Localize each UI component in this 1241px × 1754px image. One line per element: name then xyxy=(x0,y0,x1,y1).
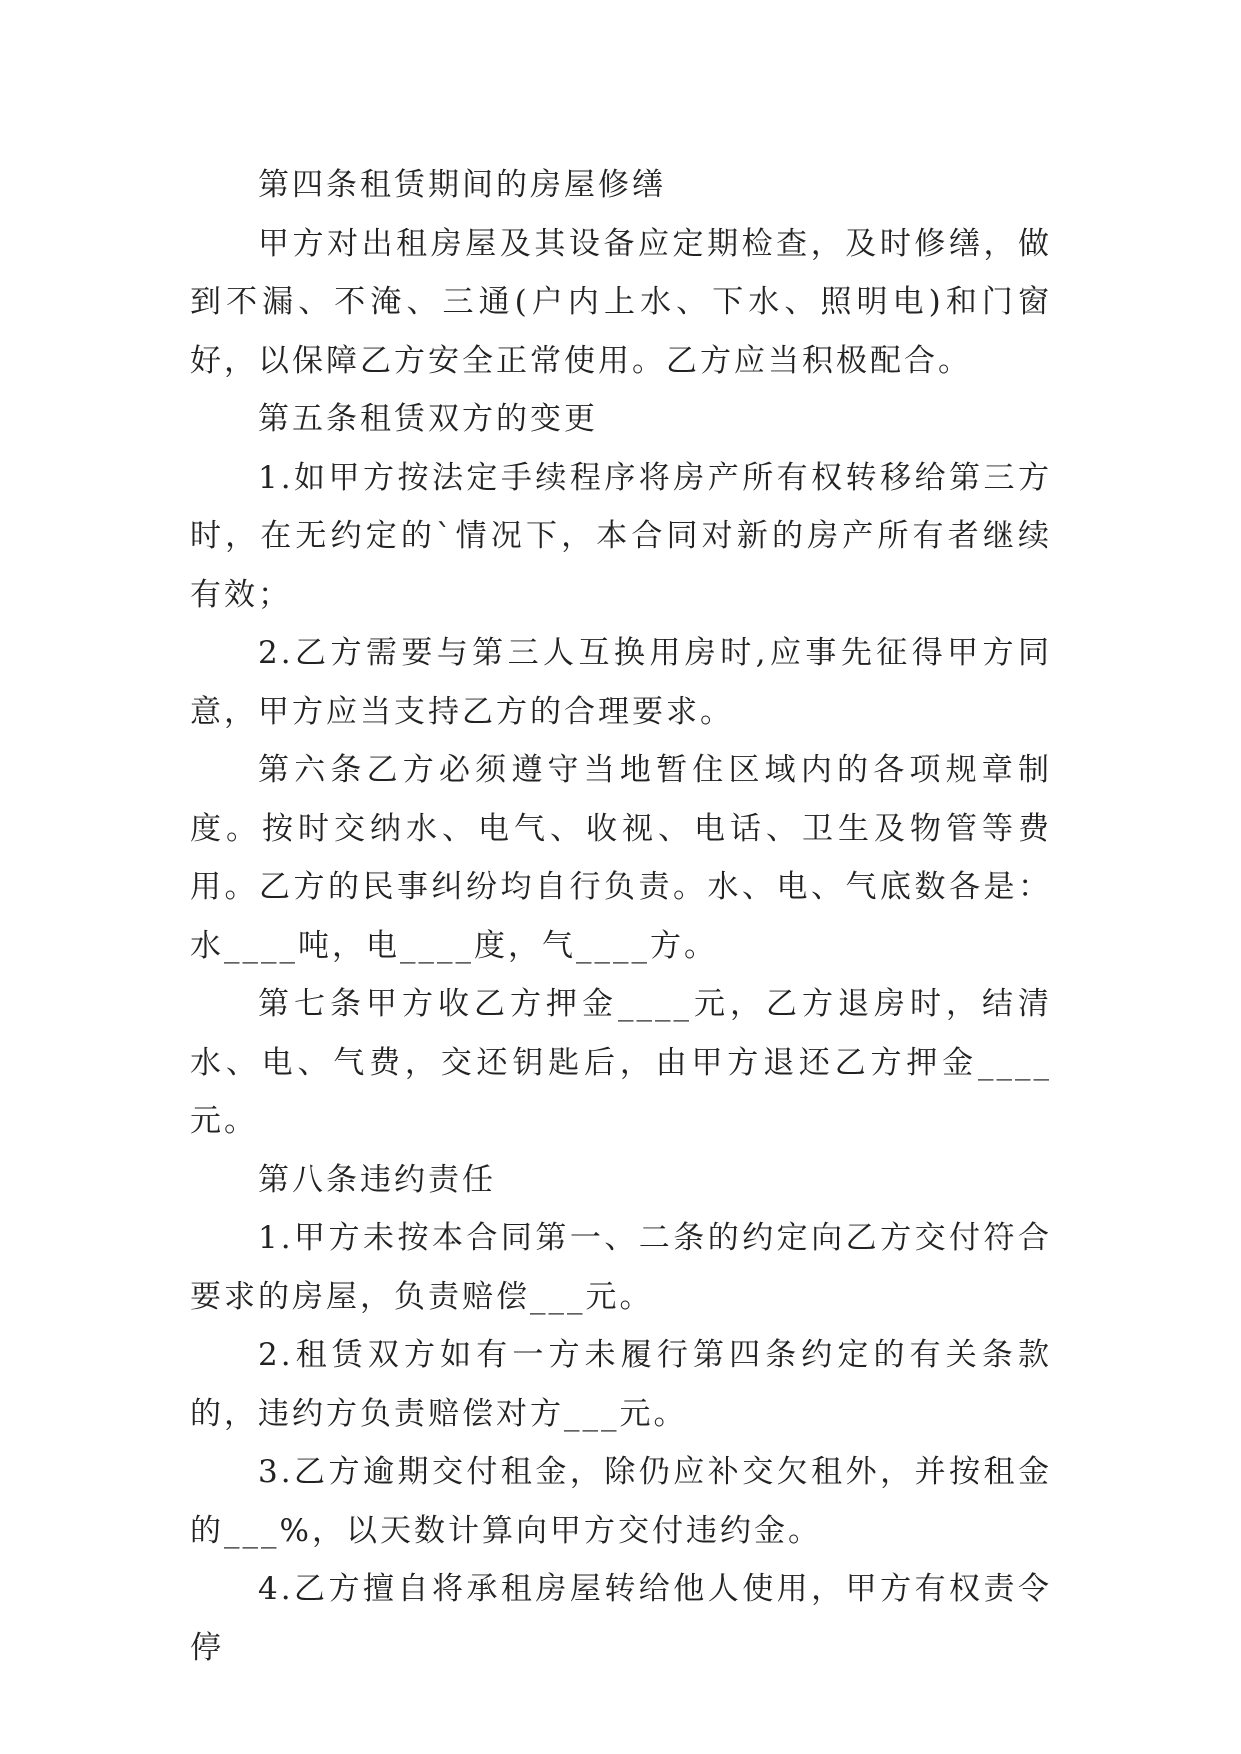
clause-heading-5: 第五条租赁双方的变更 xyxy=(258,401,598,437)
clause-heading-4: 第四条租赁期间的房屋修缮 xyxy=(258,167,666,203)
clause-5-item-2: 2.乙方需要与第三人互换用房时,应事先征得甲方同意，甲方应当支持乙方的合理要求。 xyxy=(190,635,1052,730)
clause-heading-8: 第八条违约责任 xyxy=(258,1161,496,1198)
document-body xyxy=(190,156,1052,1677)
clause-8-item-3: 3.乙方逾期交付租金，除仍应补交欠租外，并按租金的___%，以天数计算向甲方交付违约金。 xyxy=(190,1454,1052,1549)
clause-8-item-1: 1.甲方未按本合同第一、二条的约定向乙方交付符合要求的房屋，负责赔偿___元。 xyxy=(190,1220,1052,1315)
clause-8-item-2: 2.租赁双方如有一方未履行第四条约定的有关条款的，违约方负责赔偿对方___元。 xyxy=(190,1337,1052,1432)
clause-7-text: 第七条甲方收乙方押金____元，乙方退房时，结清水、电、气费，交还钥匙后，由甲方退还乙方押金____元。 xyxy=(190,986,1052,1139)
clause-5-item-1: 1.如甲方按法定手续程序将房产所有权转移给第三方时，在无约定的`情况下，本合同对新的房产所有者继续有效； xyxy=(190,459,1052,613)
clause-6-text: 第六条乙方必须遵守当地暂住区域内的各项规章制度。按时交纳水、电气、收视、电话、卫生及物管等费用。乙方的民事纠纷均自行负责。水、电、气底数各是：水____吨，电____度，气____方。 xyxy=(190,752,1052,964)
clause-4-text: 甲方对出租房屋及其设备应定期检查，及时修缮，做到不漏、不淹、三通(户内上水、下水、照明电)和门窗好，以保障乙方安全正常使用。乙方应当积极配合。 xyxy=(190,225,1052,379)
clause-8-item-4: 4.乙方擅自将承租房屋转给他人使用，甲方有权责令停 xyxy=(190,1571,1052,1666)
